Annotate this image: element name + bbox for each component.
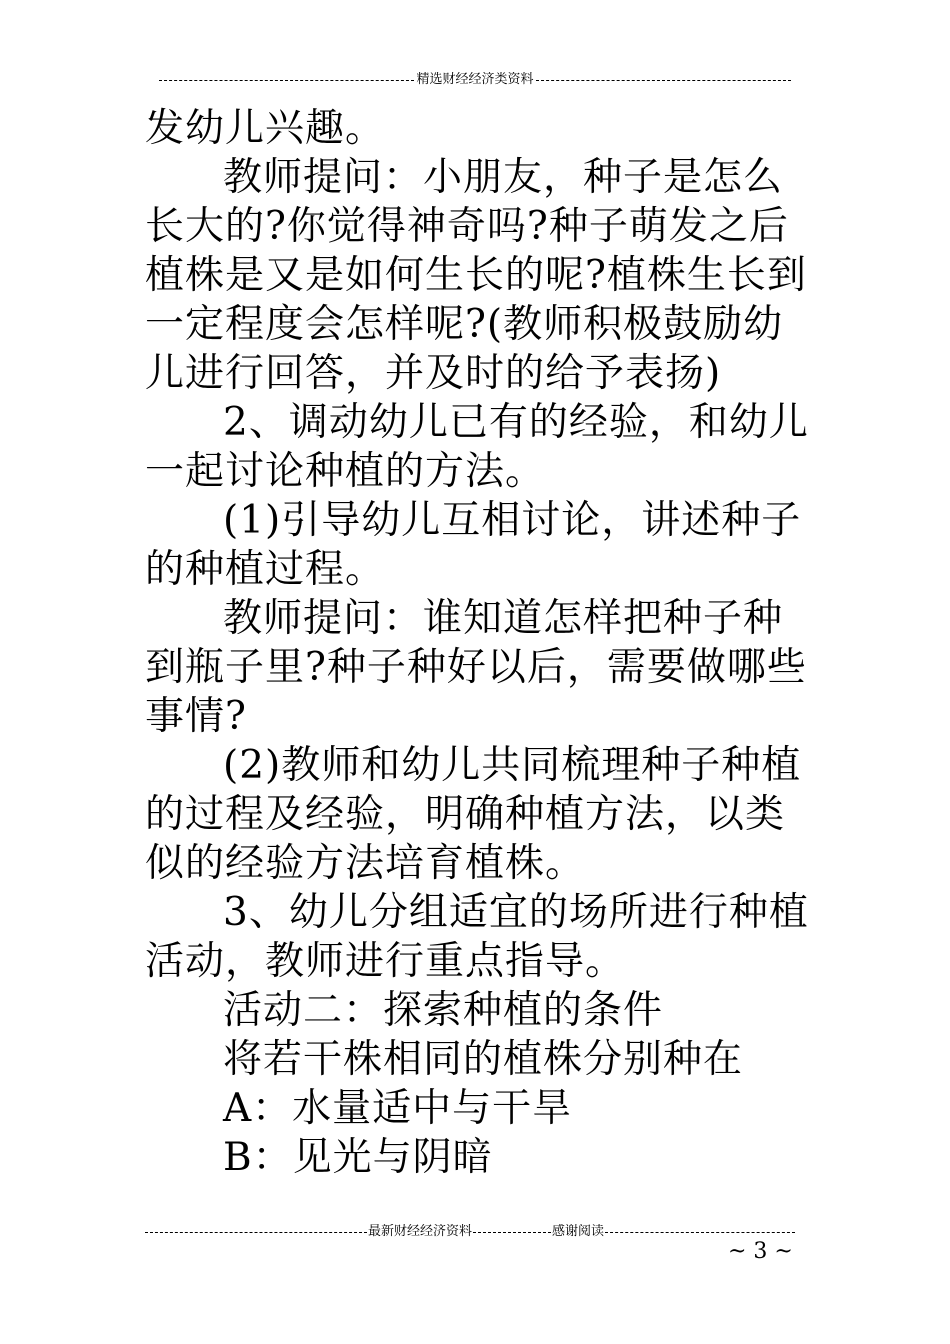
footer-divider-right [605, 1232, 795, 1233]
paragraph: 2、调动幼儿已有的经验，和幼儿一起讨论种植的方法。 [145, 400, 809, 494]
header-divider-right [536, 80, 791, 81]
paragraph: (1)引导幼儿互相讨论，讲述种子的种植过程。 [145, 498, 802, 592]
header-label: 精选财经经济类资料 [416, 72, 534, 87]
footer-divider-middle [473, 1232, 551, 1233]
page-header [145, 72, 805, 89]
body-line: 将若干株相同的植株分别种在 [223, 1037, 744, 1082]
paragraph: 教师提问：小朋友，种子是怎么长大的?你觉得神奇吗?种子萌发之后植株是又是如何生长的呢?植株生长到一定程度会怎样呢?(教师积极鼓励幼儿进行回答，并及时的给予表扬) [145, 155, 807, 396]
footer-label-left: 最新财经经济资料 [368, 1224, 473, 1239]
paragraph: 发幼儿兴趣。 [145, 106, 386, 151]
footer-divider-left [145, 1232, 367, 1233]
header-divider-left [159, 80, 414, 81]
paragraph: 3、幼儿分组适宜的场所进行种植活动，教师进行重点指导。 [145, 890, 809, 984]
paragraph: 教师提问：谁知道怎样把种子种到瓶子里?种子种好以后，需要做哪些事情? [145, 596, 807, 739]
page-number: ~ 3 ~ [728, 1239, 793, 1264]
activity-heading: 活动二：探索种植的条件 [223, 988, 664, 1033]
document-body [145, 104, 815, 1182]
condition-a: A：水量适中与干旱 [223, 1086, 573, 1131]
paragraph: (2)教师和幼儿共同梳理种子种植的过程及经验，明确种植方法，以类似的经验方法培育植株。 [145, 743, 802, 886]
page-footer [145, 1224, 805, 1241]
condition-b: B：见光与阴暗 [223, 1135, 493, 1180]
footer-label-right: 感谢阅读 [552, 1224, 605, 1239]
